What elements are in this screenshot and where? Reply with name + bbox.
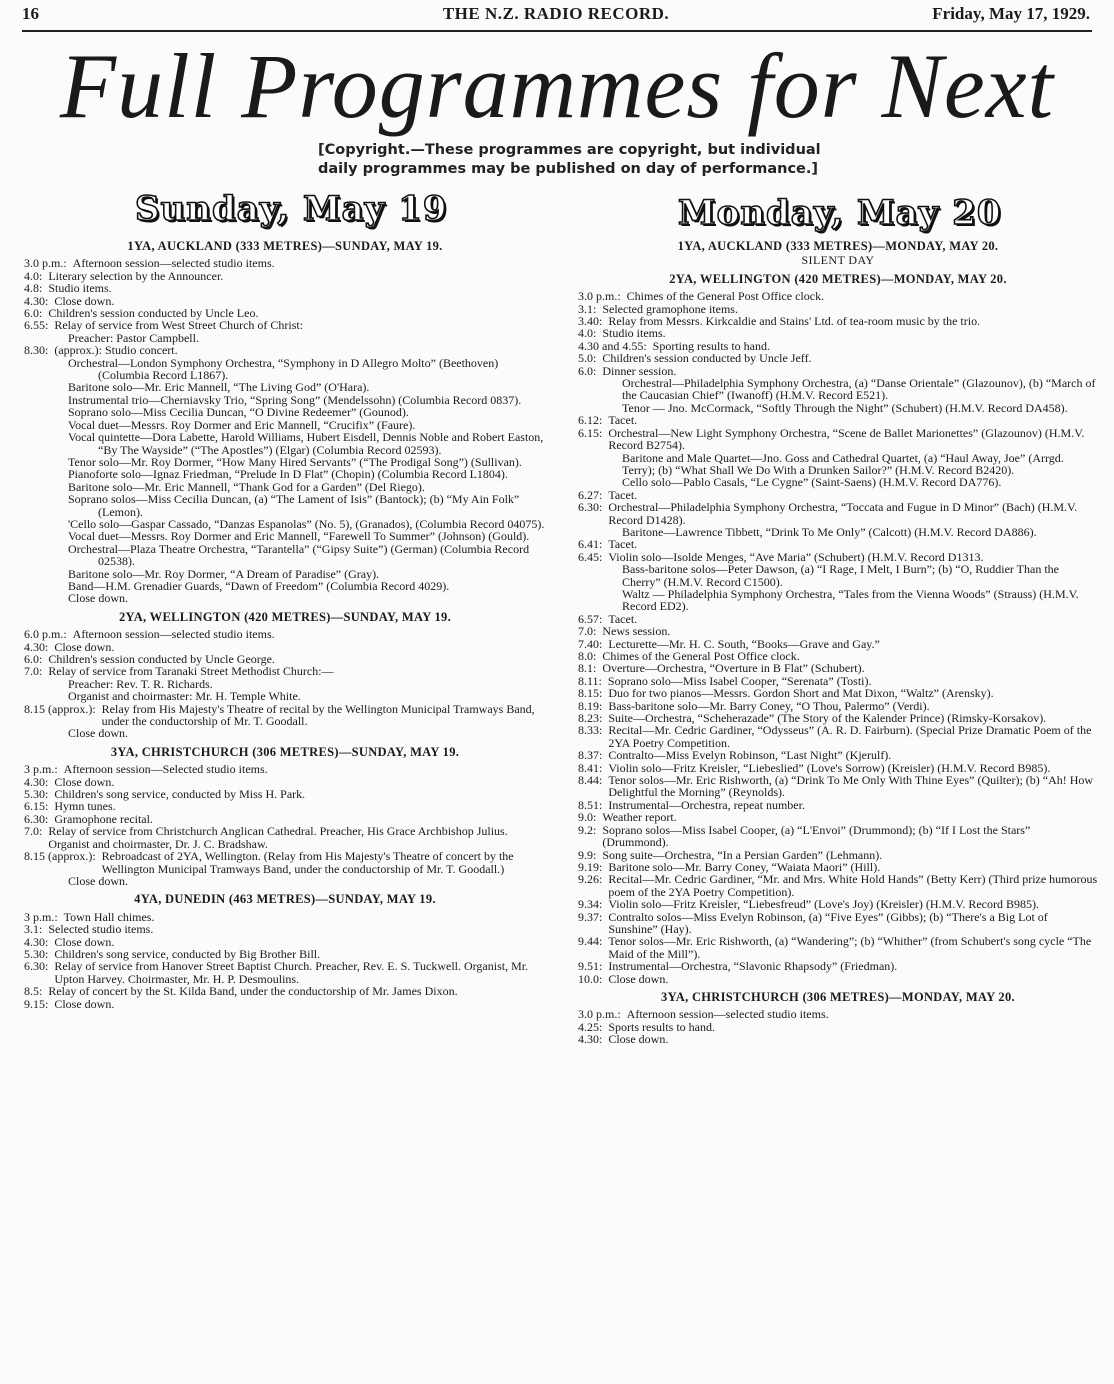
programme-item [578,625,1098,637]
programme-time: 6.15: [578,425,603,440]
programme-time: 9.0: [578,810,597,825]
programme-description: Relay of service from Taranaki Street Methodist Church:— [48,664,334,679]
programme-description: Relay from His Majesty's Theatre of recital by the Wellington Municipal Tramways Band, under the conductorship of Mr. T. Goodall. [101,701,535,729]
programme-item [24,960,546,985]
programme-time: 9.19: [578,859,603,874]
programme-description: Literary selection by the Announcer. [48,268,224,283]
programme-description: Recital—Mr. Cedric Gardiner, “Odysseus” (A. R. D. Fairburn). (Special Prize Dramatic Poem of the 2YA Poetry Competition. [608,723,1092,750]
programme-description: Tacet. [608,537,638,552]
programme-item [578,427,1098,452]
programme-time: 5.30: [24,787,49,802]
programme-description: Relay of concert by the St. Kilda Band, under the conductorship of Mr. James Dixon. [48,984,458,999]
programme-time: 9.51: [578,959,603,974]
programme-description: Close down. [54,934,115,949]
programme-time: 4.30: [24,934,49,949]
programme-description: Duo for two pianos—Messrs. Gordon Short and Mat Dixon, “Waltz” (Arensky). [608,686,994,701]
programme-time: 4.30: [24,293,49,308]
programme-description: Violin solo—Fritz Kreisler, “Liebeslied” (Love's Sorrow) (Kreisler) (H.M.V. Record B985). [608,760,1051,775]
programme-description: Soprano solo—Miss Isabel Cooper, “Serenata” (Tosti). [607,673,872,688]
programme-time: 8.51: [578,797,603,812]
programme-item [578,526,1098,538]
programme-time: 8.44: [578,773,603,788]
monday-column [578,234,1098,1046]
programme-time: 3.40: [578,314,603,329]
programme-time: 3.0 p.m.: [578,289,621,304]
programme-description: Bass-baritone solos—Peter Dawson, (a) “I Rage, I Melt, I Burn”; (b) “O, Ruddier Than the Cherry” (H.M.V. Record C1500). [622,562,1059,589]
programme-description: Waltz — Philadelphia Symphony Orchestra, “Tales from the Vienna Woods” (Strauss) (H.M.V. Record ED2). [622,586,1079,614]
programme-description: Afternoon session—selected studio items. [626,1007,829,1022]
programme-description: Tacet. [608,413,638,428]
programme-description: Orchestral—Philadelphia Symphony Orchestra, (a) “Danse Orientale” (Glazounov), (b) “March of the Caucasian Chief” (Iwanoff) (H.M.V. Record E521). [622,376,1096,403]
concert-item: Band—H.M. Grenadier Guards, “Dawn of Freedom” (Columbia Record 4029). [68,578,450,593]
programme-description: Weather report. [602,810,677,825]
programme-description: Children's song service, conducted by Miss H. Park. [54,787,306,802]
programme-description: Chimes of the General Post Office clock. [626,289,825,304]
programme-item [24,282,546,294]
programme-description: Instrumental—Orchestra, “Slavonic Rhapsody” (Friedman). [608,959,898,974]
programme-description: Close down. [54,774,115,789]
banner-title: Full Programmes for Next [59,35,1055,137]
programme-description: Afternoon session—selected studio items. [72,627,275,642]
programme-item [24,923,546,935]
programme-description: Dinner session. [602,363,677,378]
programme-time: 6.55: [24,318,49,333]
copyright-notice: [Copyright.—These programmes are copyright, but individual daily programmes may be published on day of performance.] [318,142,821,177]
day-heading-sunday: Sunday, May 19 [135,189,448,229]
station-note: SILENT DAY [801,253,875,268]
concert-item: Vocal duet—Messrs. Roy Dormer and Eric Mannell, “Farewell To Summer” (Johnson) (Gould). [68,529,530,544]
concert-item: Baritone solo—Mr. Roy Dormer, “A Dream of Paradise” (Gray). [68,566,380,581]
programme-item [578,476,1098,488]
page-number: 16 [22,4,39,23]
programme-item [578,662,1098,674]
programme-item [578,960,1098,972]
concert-item: Soprano solos—Miss Cecilia Duncan, (a) “The Lament of Isis” (Bantock); (b) “My Ain Folk” (Lemon). [68,492,520,519]
programme-description: Baritone and Male Quartet—Jno. Goss and Cathedral Quartet, (a) “Haul Away, Joe” (Arrgd. Terry); (b) “What Shall We Do With a Drunken Sailor?” (H.M.V. Record B2420). [622,450,1064,477]
programme-time: 9.15: [24,996,49,1011]
programme-description: Tenor solos—Mr. Eric Rishworth, (a) “Drink To Me Only With Thine Eyes” (Quilter); (b) “Ah! How Delightful the Morning” (Reynolds). [608,773,1094,800]
concert-item: Soprano solo—Miss Cecilia Duncan, “O Divine Redeemer” (Gounod). [68,405,409,420]
programme-description: Preacher: Rev. T. R. Richards. [68,676,213,691]
programme-description: Children's session conducted by Uncle Leo. [48,306,259,321]
programme-description: Soprano solos—Miss Isabel Cooper, (a) “L'Envoi” (Drummond); (b) “If I Lost the Stars” (Drummond). [602,822,1031,850]
programme-time: 4.0: [578,326,597,341]
concert-item: Orchestral—Plaza Theatre Orchestra, “Tarantella” (“Gipsy Suite”) (German) (Columbia Record 02538). [68,541,530,569]
programme-time: 3.1: [578,301,597,316]
programme-item [578,687,1098,699]
programme-item [578,898,1098,910]
concert-item: Tenor solo—Mr. Roy Dormer, “How Many Hired Servants” (“The Prodigal Song”) (Sullivan). [68,454,522,469]
programme-time: 3.0 p.m.: [578,1007,621,1022]
programme-description: Contralto solos—Miss Evelyn Robinson, (a) “Five Eyes” (Gibbs); (b) “There's a Big Lot of Sunshine” (Hay). [608,909,1048,936]
programme-description: Children's song service, conducted by Big Brother Bill. [54,946,321,961]
programme-description: Lecturette—Mr. H. C. South, “Books—Grave and Gay.” [608,636,880,651]
programme-item [578,538,1098,550]
programme-description: Baritone solo—Mr. Barry Coney, “Waiata Maori” (Hill). [608,859,881,874]
programme-item [24,690,546,702]
programme-time: 6.27: [578,487,603,502]
concert-item: Instrumental trio—Cherniavsky Trio, “Spring Song” (Mendelssohn) (Columbia Record 0837). [68,392,522,407]
programme-item [578,724,1098,749]
programme-time: 6.30: [24,811,49,826]
programme-time: 8.15: [578,686,603,701]
programme-time: 9.44: [578,934,603,949]
programme-time: 8.1: [578,661,597,676]
programme-time: 3.1: [24,922,43,937]
programme-time: 6.30: [24,959,49,974]
programme-time: 8.33: [578,723,603,738]
programme-time: 3 p.m.: [24,909,58,924]
programme-description: Close down. [54,293,115,308]
concert-item: Orchestral—London Symphony Orchestra, “Symphony in D Allegro Molto” (Beethoven) (Columbia Record L1867). [68,355,499,383]
programme-time: 3 p.m.: [24,762,58,777]
programme-description: Relay of service from Christchurch Anglican Cathedral. Preacher, His Grace Archbishop Julius. Organist and choirmaster, Dr. J. C. Bradshaw. [48,824,508,851]
programme-item [24,257,546,269]
programme-time: 4.30 and 4.55: [578,338,647,353]
programme-description: Gramophone recital. [54,811,153,826]
programme-item [578,327,1098,339]
programme-description: Suite—Orchestra, “Scheherazade” (The Story of the Kalender Prince) (Rimsky-Korsakov). [608,711,1047,726]
programme-time: 8.0: [578,649,597,663]
concert-item: Baritone solo—Mr. Eric Mannell, “The Living God” (O'Hara). [68,380,370,395]
programme-description: Afternoon session—Selected studio items. [63,762,268,777]
programme-description: Recital—Mr. Cedric Gardiner, “Mr. and Mrs. White Hold Hands” (Betty Kerr) (Third prize humorous poem of the 2YA Poetry Competition). [608,872,1098,899]
programme-time: 6.15: [24,799,49,814]
programme-item [24,665,546,677]
sunday-column [24,234,546,1010]
programme-description: Baritone—Lawrence Tibbett, “Drink To Me Only” (Calcott) (H.M.V. Record DA886). [622,524,1037,539]
station-heading: 4YA, DUNEDIN (463 METRES)—SUNDAY, MAY 19. [134,892,436,907]
programme-item [578,290,1098,302]
programme-time: 9.26: [578,872,603,887]
programme-item [578,588,1098,613]
programme-time: 5.30: [24,946,49,961]
programme-time: 9.37: [578,909,603,924]
programme-time: 8.15 (approx.): [24,701,96,716]
programme-time: 6.12: [578,413,603,428]
programme-item [24,800,546,812]
programme-item [578,352,1098,364]
programme-description: Chimes of the General Post Office clock. [602,649,800,663]
programme-item [24,825,546,850]
concert-item: Vocal duet—Messrs. Roy Dormer and Eric Mannell, “Crucifix” (Faure). [68,417,416,432]
programme-description: Contralto—Miss Evelyn Robinson, “Last Night” (Kjerulf). [608,748,892,763]
programme-item [578,935,1098,960]
programme-description: Relay of service from West Street Church of Christ: [54,318,304,333]
programme-item [578,414,1098,426]
programme-description: Selected studio items. [48,922,154,937]
programme-time: 6.0: [578,363,597,378]
programme-description: Tacet. [608,487,638,502]
programme-description: News session. [602,624,671,639]
programme-item [24,850,546,875]
concert-item: Baritone solo—Mr. Eric Mannell, “Thank God for a Garden” (Del Riego). [68,479,425,494]
programme-time: 4.30: [578,1032,603,1047]
programme-time: 9.34: [578,897,603,912]
programme-time: 8.5: [24,984,43,999]
programme-time: 9.9: [578,847,597,862]
programme-description: Close down. [54,996,115,1011]
programme-description: Children's session conducted by Uncle George. [48,652,275,666]
programme-description: Sports results to hand. [608,1019,716,1034]
programme-time: 8.41: [578,760,603,775]
programme-item [578,1033,1098,1045]
programme-description: Tacet. [608,611,638,626]
header-rule [22,30,1092,32]
programme-item [578,1008,1098,1020]
programme-time: 10.0: [578,971,603,986]
programme-item [578,824,1098,849]
programme-time: 6.41: [578,537,603,552]
newspaper-title: THE N.Z. RADIO RECORD. [442,4,670,23]
station-heading: 3YA, CHRISTCHURCH (306 METRES)—SUNDAY, MAY 19. [110,744,460,759]
programme-description: Bass-baritone solo—Mr. Barry Coney, “O Thou, Palermo” (Verdi). [608,698,930,713]
programme-item [578,973,1098,985]
programme-description: Sporting results to hand. [652,338,770,353]
programme-description: Studio items. [48,281,112,296]
programme-time: 6.0: [24,306,43,321]
programme-description: Afternoon session—selected studio items. [72,256,275,271]
programme-item [24,727,546,739]
concert-item: Vocal quintette—Dora Labette, Harold Williams, Hubert Eisdell, Dennis Noble and Robert Easton, “By The Wayside” (“The Apostles”) (Elgar) (Columbia Record 02593). [68,430,544,457]
programme-item [24,998,546,1010]
programme-item [24,344,546,356]
programme-item [24,628,546,640]
programme-description: Studio items. [602,326,666,341]
programme-item [578,563,1098,588]
programme-description: Violin solo—Fritz Kreisler, “Liebesfreud” (Love's Joy) (Kreisler) (H.M.V. Record B985). [608,897,1039,912]
programme-item [24,763,546,775]
programme-description: Organist and choirmaster: Mr. H. Temple White. [68,689,301,704]
station-heading: 2YA, WELLINGTON (420 METRES)—SUNDAY, MAY 19. [118,609,452,624]
station-heading: 1YA, AUCKLAND (333 METRES)—SUNDAY, MAY 19. [127,239,443,253]
programme-time: 6.0 p.m.: [24,627,67,642]
programme-item [578,811,1098,823]
programme-description: Close down. [608,1032,669,1047]
programme-time: 7.0: [578,624,597,639]
programme-time: 8.19: [578,698,603,713]
programme-description: Preacher: Pastor Campbell. [68,330,199,345]
programme-description: (approx.): Studio concert. [54,343,178,358]
programme-item [24,319,546,331]
station-heading: 2YA, WELLINGTON (420 METRES)—MONDAY, MAY 20. [669,271,1007,286]
station-heading: 1YA, AUCKLAND (333 METRES)—MONDAY, MAY 20. [677,239,999,253]
programme-description: Cello solo—Pablo Casals, “Le Cygne” (Saint-Saens) (H.M.V. Record DA776). [622,475,1002,490]
programme-time: 8.11: [578,673,602,688]
programme-description: Selected gramophone items. [602,301,738,316]
programme-description: Instrumental—Orchestra, repeat number. [608,797,805,812]
programme-time: 6.30: [578,500,603,515]
station-heading: 3YA, CHRISTCHURCH (306 METRES)—MONDAY, MAY 20. [661,989,1015,1004]
programme-time: 8.30: [24,343,49,358]
programme-time: 6.57: [578,611,603,626]
programme-time: 4.0: [24,268,43,283]
programme-description: Violin solo—Isolde Menges, “Ave Maria” (Schubert) (H.M.V. Record D1313. [608,549,984,564]
page-header [22,4,1090,26]
programme-time: 4.30: [24,774,49,789]
programme-description: Close down. [68,873,128,888]
programme-item [24,985,546,997]
programme-description: Song suite—Orchestra, “In a Persian Garden” (Lehmann). [602,847,883,862]
programme-description: Close down. [68,726,128,741]
programme-description: Overture—Orchestra, “Overture in B Flat” (Schubert). [602,661,865,676]
programme-item [578,501,1098,526]
issue-date: Friday, May 17, 1929. [932,4,1090,23]
programme-description: Rebroadcast of 2YA, Wellington. (Relay from His Majesty's Theatre of concert by the Wellington Municipal Tramways Band, under the conductorship of Mr. T. Goodall.) [101,849,514,876]
programme-item [578,749,1098,761]
concert-item: Close down. [68,591,128,606]
programme-item [578,377,1098,402]
programme-time: 7.0: [24,824,43,839]
programme-description: Orchestral—Philadelphia Symphony Orchestra, “Toccata and Fugue in D Minor” (Bach) (H.M.V. Record D1428). [608,500,1078,527]
programme-item [578,774,1098,799]
programme-time: 7.40: [578,636,603,651]
programme-time: 8.37: [578,748,603,763]
programme-time: 4.30: [24,639,49,654]
programme-time: 4.25: [578,1019,603,1034]
programme-time: 4.8: [24,281,43,296]
programme-description: Tenor — Jno. McCormack, “Softly Through the Night” (Schubert) (H.M.V. Record DA458). [622,400,1068,415]
concert-item: 'Cello solo—Gaspar Cassado, “Danzas Espanolas” (No. 5), (Granados), (Columbia Record 04075). [68,516,545,531]
programme-item [578,873,1098,898]
programme-description: Hymn tunes. [54,799,116,814]
programme-item [578,911,1098,936]
programme-description: Close down. [54,639,115,654]
programme-time: 5.0: [578,351,597,366]
programme-item [24,875,546,887]
programme-item [578,452,1098,477]
programme-time: 7.0: [24,664,43,679]
programme-description: Relay of service from Hanover Street Baptist Church. Preacher, Rev. E. S. Tuckwell. Organist, Mr. Upton Harvey. Choirmaster, Mr. H. P. Desmoulins. [54,959,529,986]
programme-item [24,703,546,728]
programme-time: 8.23: [578,711,603,726]
programme-description: Tenor solos—Mr. Eric Rishworth, (a) “Wandering”; (b) “Whither” (from Schubert's song cycle “The Maid of the Mill”). [608,934,1092,961]
programme-time: 8.15 (approx.): [24,849,96,864]
day-heading-monday: Monday, May 20 [678,193,1002,233]
programme-time: 9.2: [578,822,597,837]
programme-description: Town Hall chimes. [63,909,155,924]
programme-time: 6.45: [578,549,603,564]
programme-description: Close down. [608,971,669,986]
concert-item: Pianoforte solo—Ignaz Friedman, “Prelude In D Flat” (Chopin) (Columbia Record L1804). [68,467,508,482]
programme-time: 3.0 p.m.: [24,256,67,271]
programme-description: Children's session conducted by Uncle Jeff. [602,351,812,366]
programme-time: 6.0: [24,652,43,666]
programme-item [578,402,1098,414]
programme-description: Orchestral—New Light Symphony Orchestra, “Scene de Ballet Marionettes” (Glazounov) (H.M.V. Record B2754). [608,425,1085,453]
programme-description: Relay from Messrs. Kirkcaldie and Stains' Ltd. of tea-room music by the trio. [608,314,981,329]
